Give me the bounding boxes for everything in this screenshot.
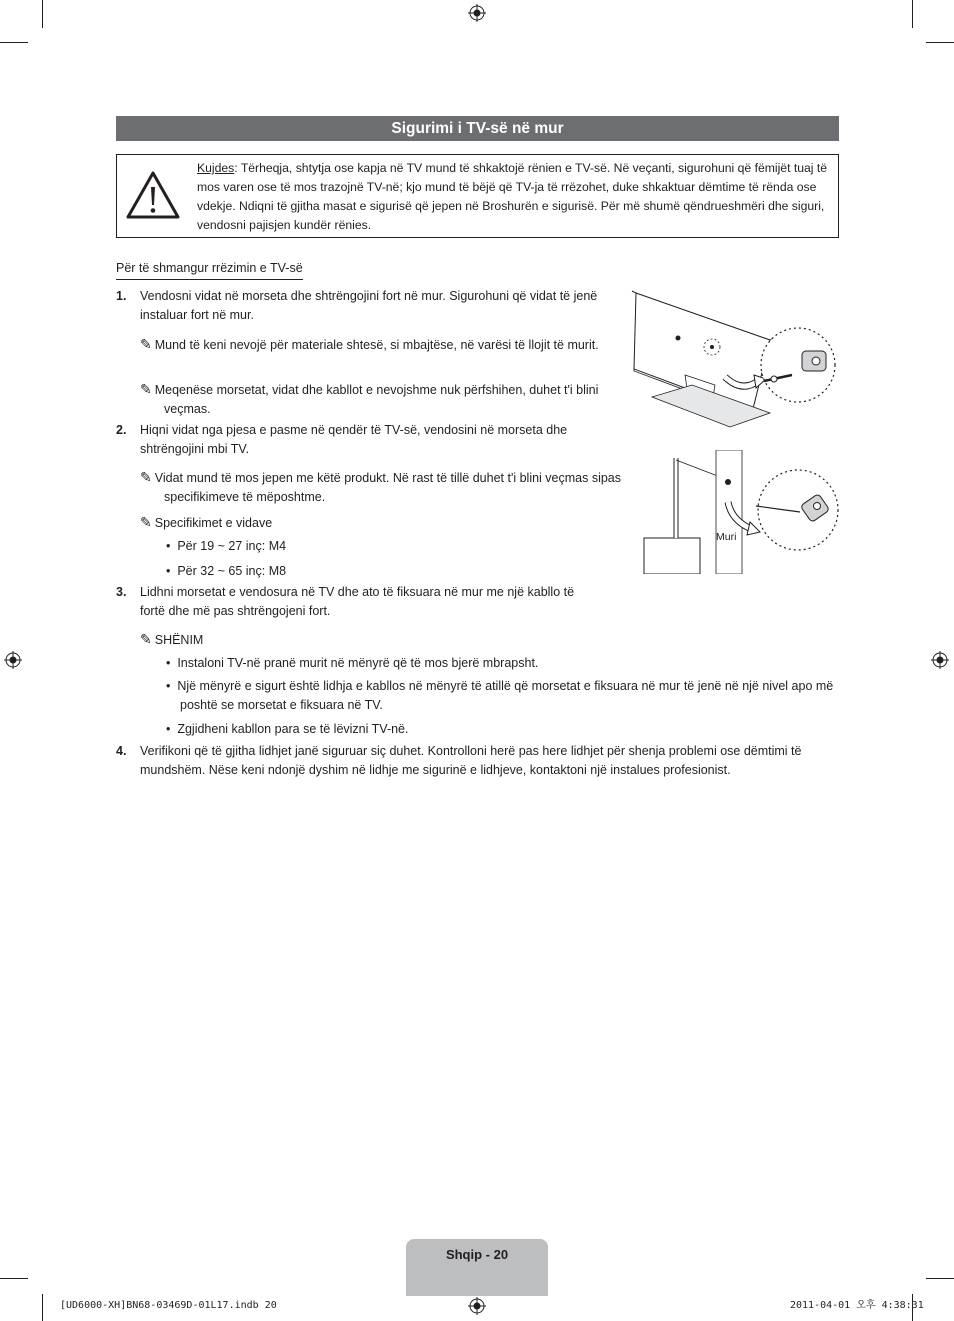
caution-body: : Tërheqja, shtytja ose kapja në TV mund të shkaktojë rënien e TV-së. Në veçanti, sigurohuni që fëmijët tuaj të mos varen ose të mos trazojnë TV-në; kjo mund të bëjë që TV-ja të rrëzohet, duke shkaktuar dëmtime të rënda ose vdekje. Ndiqni të gjitha masat e sigurisë që jepen në Broshurën e sigurisë. Për më shumë qëndrueshmëri dhe siguri, vendosni pajisjen kundër rënies. bbox=[197, 161, 828, 232]
registration-mark-icon bbox=[4, 651, 22, 669]
note-item: ✎ SHËNIM bbox=[140, 631, 204, 647]
page-number-tab bbox=[406, 1239, 548, 1296]
subheading: Për të shmangur rrëzimin e TV-së bbox=[116, 259, 303, 280]
step-text: Vendosni vidat në morseta dhe shtrëngojini fort në mur. Sigurohuni që vidat të jenë instaluar fort në mur. bbox=[140, 289, 598, 322]
wall-clamp-illustration bbox=[640, 450, 840, 574]
pencil-note-icon: ✎ bbox=[140, 631, 152, 647]
list-item: • Zgjidheni kabllon para se të lëvizni TV-në. bbox=[166, 722, 409, 736]
caution-label: Kujdes bbox=[197, 161, 235, 175]
registration-mark-icon bbox=[468, 1297, 486, 1315]
list-item: • Për 32 ~ 65 inç: M8 bbox=[166, 564, 287, 578]
crop-mark bbox=[0, 1278, 28, 1279]
step-number: 4. bbox=[116, 744, 127, 758]
caution-box bbox=[116, 154, 839, 238]
crop-mark bbox=[912, 0, 913, 28]
tv-clamp-illustration bbox=[630, 285, 840, 445]
note-item: ✎ Vidat mund të mos jepen me këtë produkt. Në rast të tillë duhet t'i blini veçmas sipas specifikimeve të mëposhtme. bbox=[140, 469, 622, 504]
note-item: ✎ Meqenëse morsetat, vidat dhe kabllot e nevojshme nuk përfshihen, duhet t'i blini veçmas. bbox=[140, 381, 599, 416]
list-item: • Një mënyrë e sigurt është lidhja e kabllos në mënyrë të atillë që morsetat e fiksuara në mur të jenë në një nivel apo më poshtë se morsetat e fiksuara në TV. bbox=[166, 679, 834, 712]
registration-mark-icon bbox=[931, 651, 949, 669]
pencil-note-icon: ✎ bbox=[140, 514, 152, 530]
pencil-note-icon: ✎ bbox=[140, 381, 152, 397]
step-text: Lidhni morsetat e vendosura në TV dhe ato të fiksuara në mur me një kabllo të fortë dhe më pas shtrëngojeni fort. bbox=[140, 585, 575, 618]
caution-text bbox=[197, 159, 829, 235]
crop-mark bbox=[42, 1294, 43, 1321]
step-text: Verifikoni që të gjitha lidhjet janë siguruar siç duhet. Kontrolloni herë pas here lidhjet për shenja problemi ose dëmtimi të mundshëm. Nëse keni ndonjë dyshim në lidhje me sigurinë e lidhjeve, kontaktoni një instalues profesionist. bbox=[140, 744, 802, 777]
registration-mark-icon bbox=[468, 4, 486, 22]
pencil-note-icon: ✎ bbox=[140, 336, 152, 352]
step-number: 2. bbox=[116, 423, 127, 437]
crop-mark bbox=[0, 42, 28, 43]
note-item: ✎ Specifikimet e vidave bbox=[140, 514, 273, 530]
note-item: ✎ Mund të keni nevojë për materiale shtesë, si mbajtëse, në varësi të llojit të murit. bbox=[140, 336, 599, 352]
step-number: 3. bbox=[116, 585, 127, 599]
list-item: • Për 19 ~ 27 inç: M4 bbox=[166, 539, 287, 553]
crop-mark bbox=[926, 42, 954, 43]
crop-mark bbox=[926, 1278, 954, 1279]
warning-triangle-icon bbox=[125, 169, 181, 221]
wall-label: Muri bbox=[716, 531, 737, 543]
page-number: Shqip - 20 bbox=[445, 1247, 509, 1262]
step-text: Hiqni vidat nga pjesa e pasme në qendër të TV-së, vendosini në morseta dhe shtrëngojini mbi TV. bbox=[140, 423, 568, 456]
crop-mark bbox=[42, 0, 43, 28]
step-number: 1. bbox=[116, 289, 127, 303]
print-slug-right: 2011-04-01 오후 4:38:31 bbox=[790, 1300, 924, 1311]
list-item: • Instaloni TV-në pranë murit në mënyrë që të mos bjerë mbrapsht. bbox=[166, 656, 539, 670]
section-title: Sigurimi i TV-së në mur bbox=[116, 116, 839, 141]
print-slug-left: [UD6000-XH]BN68-03469D-01L17.indb 20 bbox=[60, 1300, 277, 1311]
pencil-note-icon: ✎ bbox=[140, 469, 152, 485]
